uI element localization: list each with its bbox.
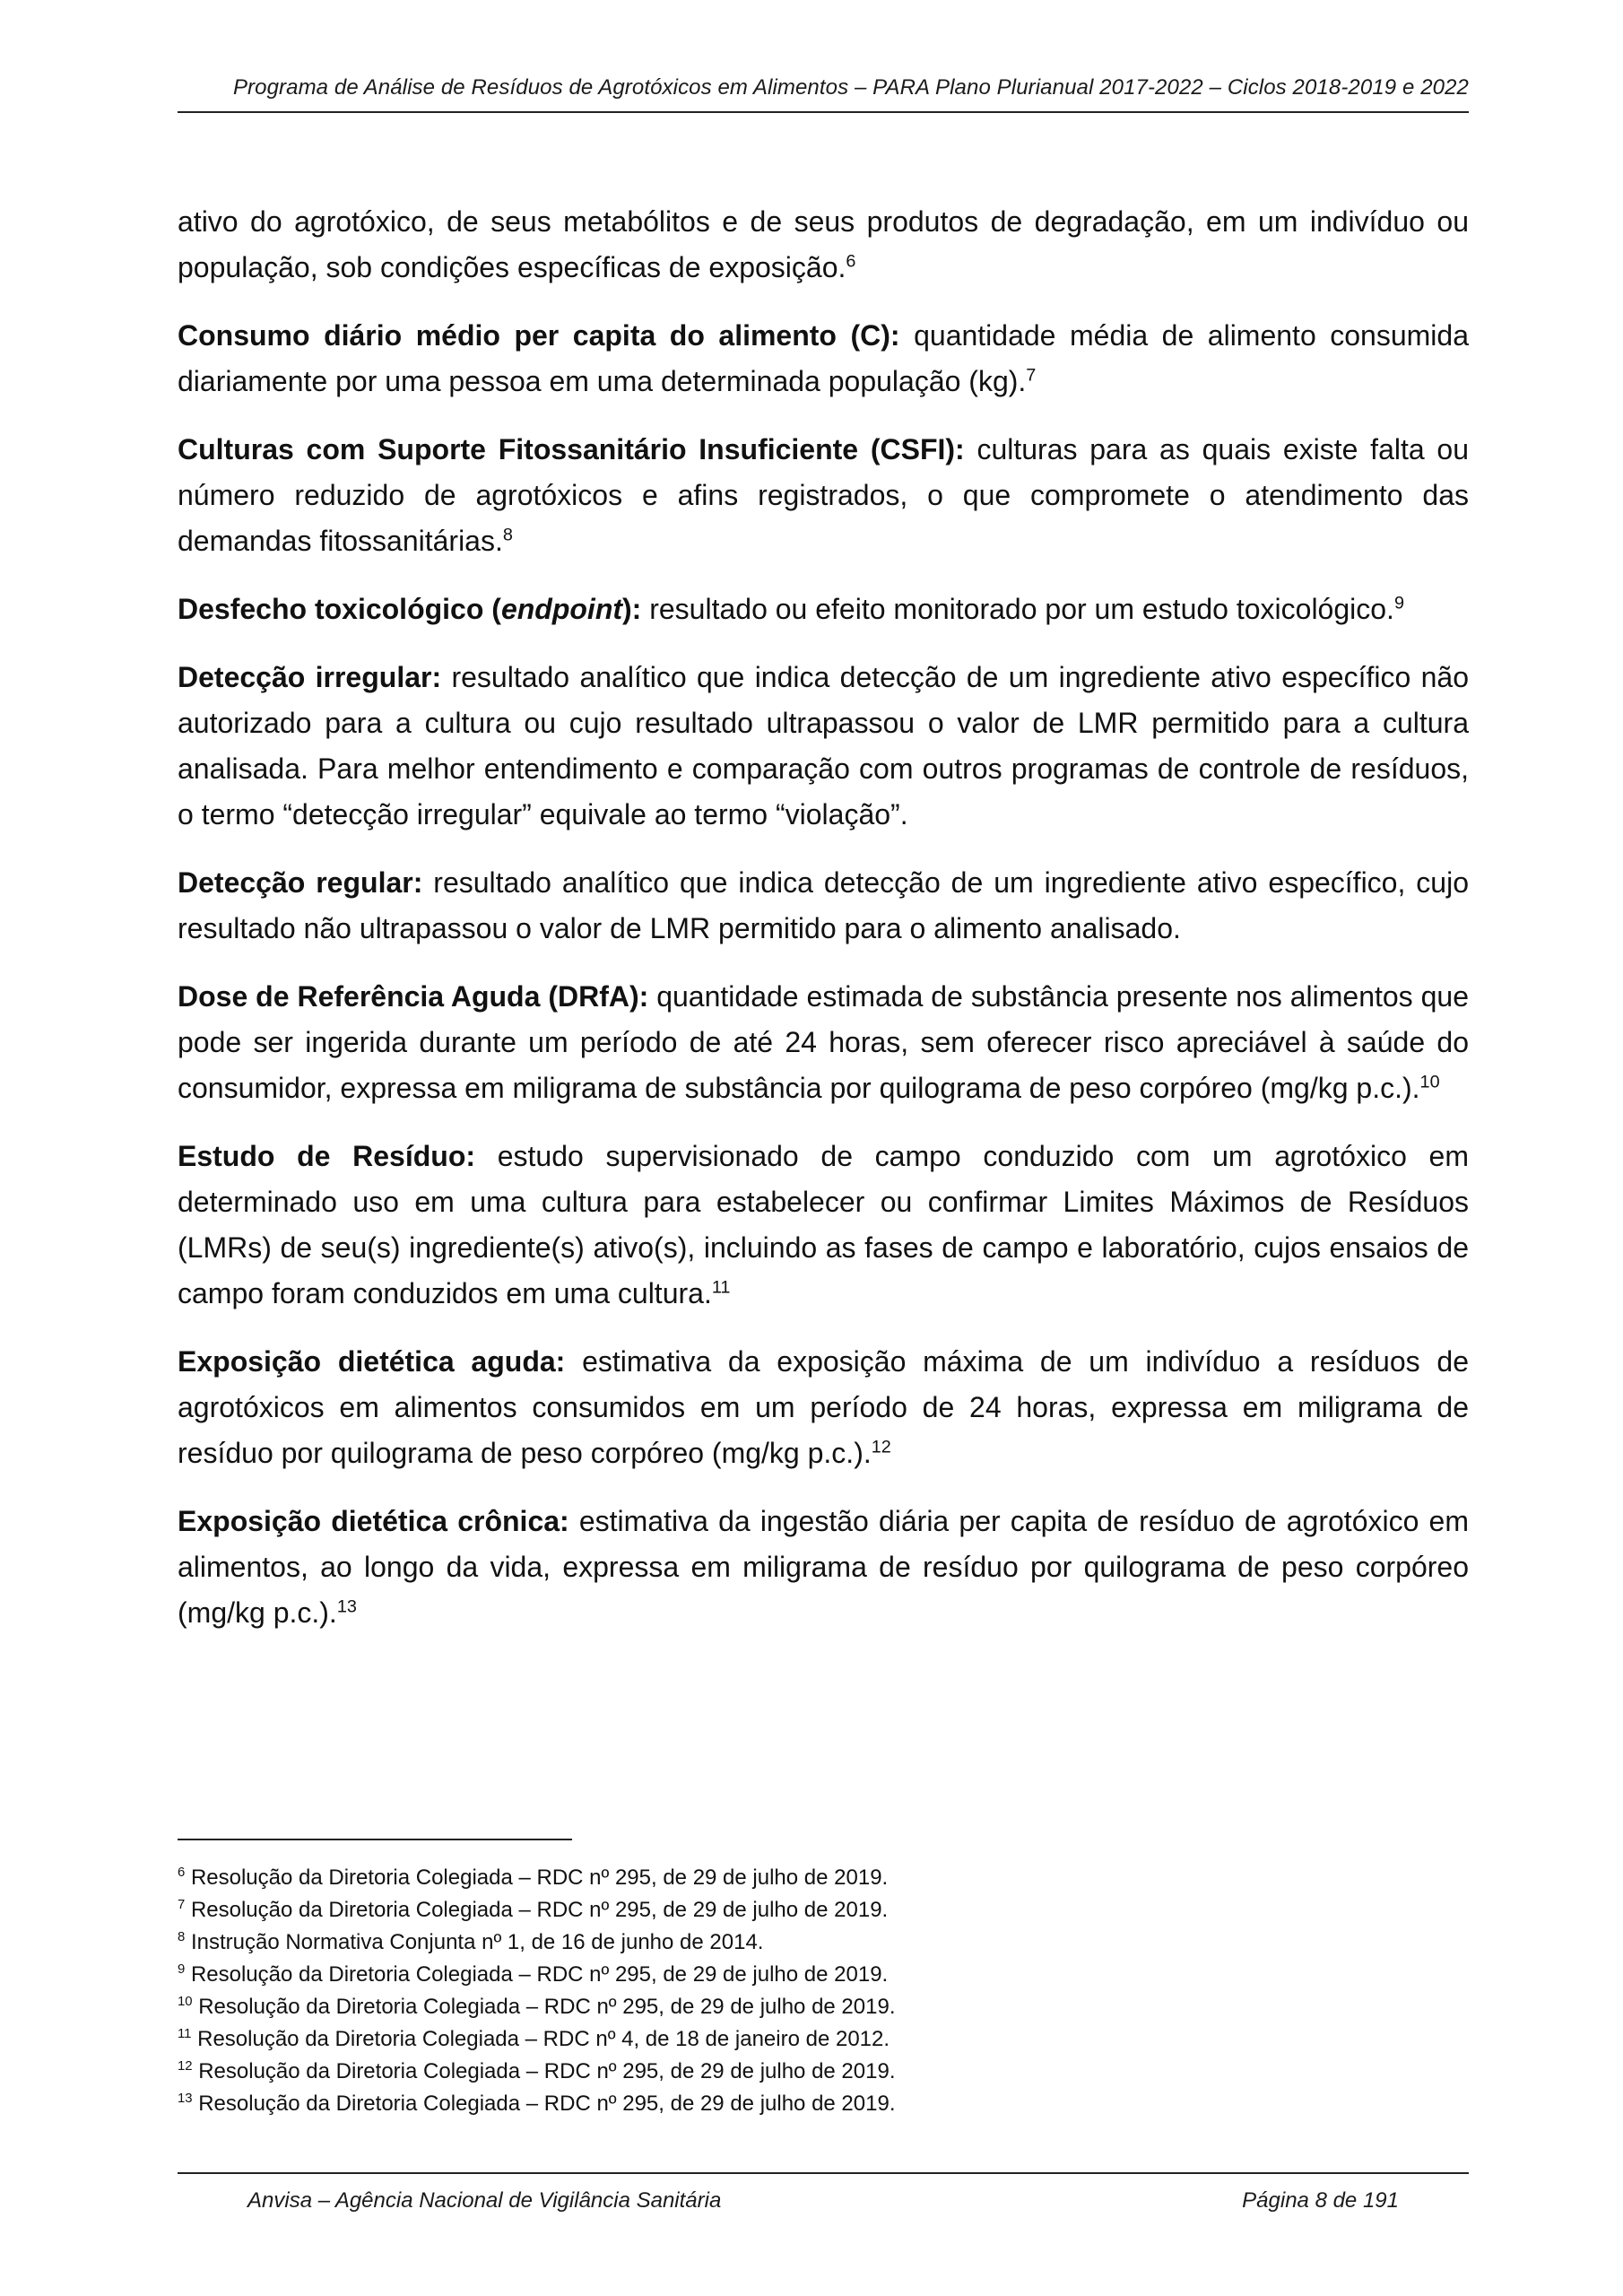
header-rule [178, 111, 1469, 113]
glossary-definition: estudo supervisionado de campo conduzido com um agrotóxico em determinado uso em uma cultura para estabelecer ou confirmar Limites Máximos de Resíduos (LMRs) de seu(s) ingrediente(s) ativo(s), incluindo as fases de campo e laboratório, cujos ensaios de campo foram conduzidos em uma cultura. [178, 1140, 1470, 1309]
glossary-entry [178, 974, 1469, 1111]
glossary-entry [178, 313, 1469, 404]
footnote-text: Instrução Normativa Conjunta nº 1, de 16 de junho de 2014. [185, 1930, 764, 1954]
glossary-term: Dose de Referência Aguda (DRfA): [178, 980, 649, 1013]
glossary-term-part: ): [622, 593, 642, 625]
footnote-text: Resolução da Diretoria Colegiada – RDC nº 295, de 29 de julho de 2019. [192, 2059, 896, 2083]
footnote-ref[interactable]: 12 [871, 1437, 891, 1457]
footnote-number: 8 [178, 1930, 186, 1944]
footer-agency: Anvisa – Agência Nacional de Vigilância Sanitária [247, 2188, 722, 2213]
footnote [178, 1991, 1469, 2023]
footnote-ref[interactable]: 11 [711, 1277, 731, 1298]
footnote-ref[interactable]: 6 [846, 251, 856, 272]
footnote-number: 12 [178, 2059, 193, 2074]
glossary-entry [178, 1499, 1469, 1636]
footnote-text: Resolução da Diretoria Colegiada – RDC nº 4, de 18 de janeiro de 2012. [191, 2027, 890, 2051]
footnote-ref[interactable]: 7 [1026, 365, 1037, 386]
glossary-definition: resultado analítico que indica detecção de um ingrediente ativo específico não autorizado para a cultura ou cujo resultado ultrapassou o valor de LMR permitido para a cultura analisada. Para melhor entendimento e comparação com outros programas de controle de resíduos, o termo “detecção irregular” equivale ao termo “violação”. [178, 661, 1470, 831]
footnote [178, 1926, 1469, 1959]
footnote-number: 9 [178, 1962, 186, 1977]
footnote [178, 2023, 1469, 2056]
continuation-paragraph [178, 199, 1469, 291]
glossary-term: Consumo diário médio per capita do alimento (C): [178, 319, 900, 352]
footnote-text: Resolução da Diretoria Colegiada – RDC nº 295, de 29 de julho de 2019. [192, 2092, 896, 2116]
glossary-entry [178, 655, 1469, 838]
glossary-term: Exposição dietética crônica: [178, 1505, 569, 1537]
footnote-ref[interactable]: 9 [1393, 593, 1404, 613]
footnote-number: 10 [178, 1995, 193, 2009]
footnotes [178, 1862, 1469, 2120]
glossary-definition: estimativa da exposição máxima de um indivíduo a resíduos de agrotóxicos em alimentos consumidos em um período de 24 horas, expressa em miligrama de resíduo por quilograma de peso corpóreo (mg/kg p.c.). [178, 1345, 1470, 1469]
footnote [178, 2088, 1469, 2120]
footer-rule [178, 2172, 1469, 2174]
footnote [178, 2056, 1469, 2088]
glossary-term: Culturas com Suporte Fitossanitário Insuficiente (CSFI): [178, 433, 965, 465]
glossary-term: Estudo de Resíduo: [178, 1140, 476, 1172]
footnote-text: Resolução da Diretoria Colegiada – RDC nº 295, de 29 de julho de 2019. [185, 1898, 889, 1922]
footnote-ref[interactable]: 8 [502, 525, 513, 545]
footnote-text: Resolução da Diretoria Colegiada – RDC nº 295, de 29 de julho de 2019. [185, 1962, 889, 1987]
glossary-term [178, 593, 641, 625]
running-header: Programa de Análise de Resíduos de Agrotóxicos em Alimentos – PARA Plano Plurianual 2017-2022 – Ciclos 2018-2019 e 2022 [232, 75, 1469, 100]
glossary-entry [178, 1134, 1469, 1317]
glossary-term: Exposição dietética aguda: [178, 1345, 566, 1378]
glossary-entry [178, 427, 1469, 564]
glossary-entry [178, 1339, 1469, 1476]
footnote-ref[interactable]: 13 [336, 1596, 357, 1617]
footnote-number: 13 [178, 2092, 193, 2106]
glossary-definition: resultado ou efeito monitorado por um estudo toxicológico. [641, 593, 1394, 625]
footnote [178, 1959, 1469, 1991]
glossary-definition: resultado analítico que indica detecção de um ingrediente ativo específico, cujo resultado não ultrapassou o valor de LMR permitido para o alimento analisado. [178, 866, 1470, 944]
footnote-number: 6 [178, 1866, 186, 1880]
glossary-entry [178, 860, 1469, 952]
footnote-number: 7 [178, 1898, 186, 1912]
footnote-number: 11 [178, 2027, 192, 2041]
continuation-text: ativo do agrotóxico, de seus metabólitos e de seus produtos de degradação, em um indivíduo ou população, sob condições específicas de exposição. [178, 205, 1469, 283]
glossary-term: Detecção regular: [178, 866, 423, 899]
footnote-text: Resolução da Diretoria Colegiada – RDC nº 295, de 29 de julho de 2019. [185, 1866, 889, 1890]
glossary-definition: estimativa da ingestão diária per capita de resíduo de agrotóxico em alimentos, ao longo da vida, expressa em miligrama de resíduo por quilograma de peso corpóreo (mg/kg p.c.). [178, 1505, 1470, 1629]
footnote-text: Resolução da Diretoria Colegiada – RDC nº 295, de 29 de julho de 2019. [192, 1995, 896, 2019]
glossary-term: Detecção irregular: [178, 661, 442, 693]
glossary-entry [178, 587, 1469, 632]
footnote [178, 1894, 1469, 1926]
glossary-definition: quantidade estimada de substância presente nos alimentos que pode ser ingerida durante um período de até 24 horas, sem oferecer risco apreciável à saúde do consumidor, expressa em miligrama de substância por quilograma de peso corpóreo (mg/kg p.c.). [178, 980, 1470, 1104]
glossary-definition: culturas para as quais existe falta ou número reduzido de agrotóxicos e afins registrados, o que compromete o atendimento das demandas fitossanitárias. [178, 433, 1470, 557]
page-number: Página 8 de 191 [1242, 2188, 1399, 2213]
footnote [178, 1862, 1469, 1894]
glossary-term-part: Desfecho toxicológico ( [178, 593, 501, 625]
glossary-definition: quantidade média de alimento consumida diariamente por uma pessoa em uma determinada população (kg). [178, 319, 1470, 397]
glossary-term-emphasis: endpoint [500, 593, 623, 625]
footnote-ref[interactable]: 10 [1419, 1072, 1440, 1092]
glossary-body [178, 199, 1469, 1658]
footnote-separator [178, 1839, 572, 1840]
